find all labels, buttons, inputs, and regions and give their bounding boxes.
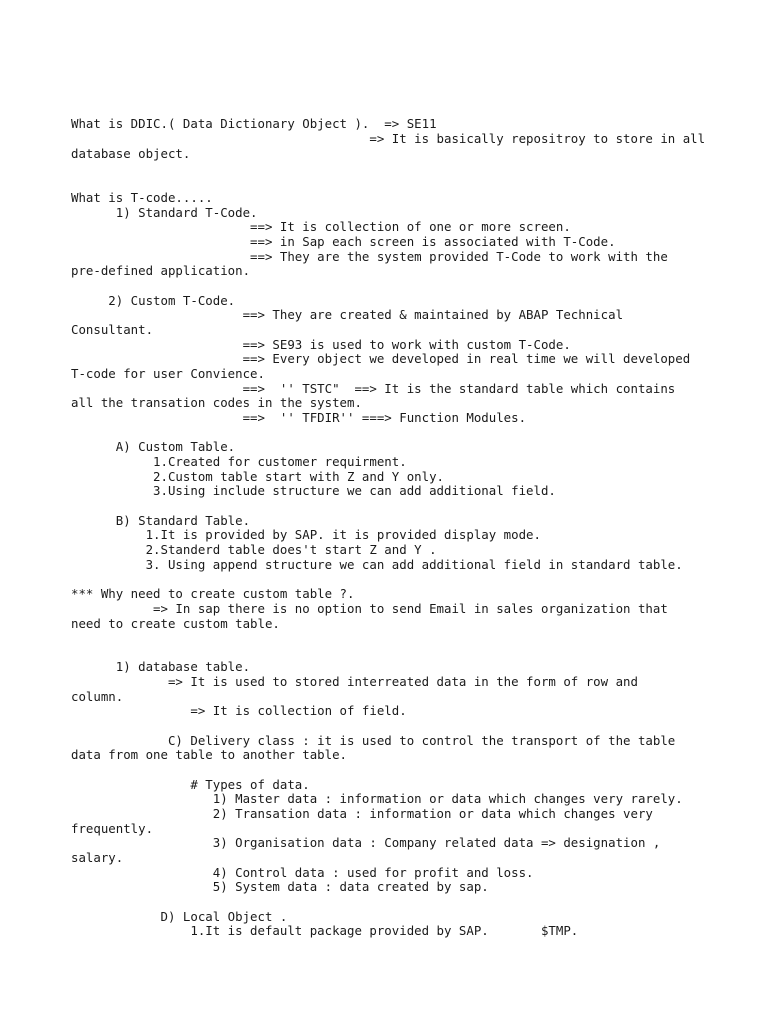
custom-table-heading: A) Custom Table. — [71, 439, 236, 454]
database-table-point-1: => It is used to stored interreated data in the form of row and — [71, 674, 638, 689]
custom-table-point-1: 1.Created for customer requirment. — [71, 454, 407, 469]
types-of-data-item-2: 2) Transation data : information or data which changes very — [71, 806, 653, 821]
custom-tcode-point-4-cont: all the transation codes in the system. — [71, 395, 362, 410]
database-table-point-1-cont: column. — [71, 689, 124, 704]
standard-tcode-point-1: ==> It is collection of one or more screen. — [71, 219, 571, 234]
database-table-point-2: => It is collection of field. — [71, 703, 407, 718]
tcode-question: What is T-code..... — [71, 190, 213, 205]
custom-table-why-answer: => In sap there is no option to send Email in sales organization that — [71, 601, 668, 616]
custom-tcode-point-1: ==> They are created & maintained by ABAP Technical — [71, 307, 624, 322]
custom-tcode-point-1-cont: Consultant. — [71, 322, 154, 337]
custom-tcode-point-3-cont: T-code for user Convience. — [71, 366, 265, 381]
standard-table-point-3: 3. Using append structure we can add additional field in standard table. — [71, 557, 683, 572]
delivery-class-cont: data from one table to another table. — [71, 747, 348, 762]
custom-tcode-heading: 2) Custom T-Code. — [71, 293, 236, 308]
custom-table-point-3: 3.Using include structure we can add additional field. — [71, 483, 556, 498]
custom-tcode-point-4: ==> '' TSTC" ==> It is the standard table which contains — [71, 381, 676, 396]
standard-tcode-point-3-cont: pre-defined application. — [71, 263, 251, 278]
ddic-question: What is DDIC.( Data Dictionary Object ). => SE11 — [71, 116, 437, 131]
database-table-heading: 1) database table. — [71, 659, 251, 674]
custom-table-why-question: *** Why need to create custom table ?. — [71, 586, 355, 601]
custom-tcode-point-5: ==> '' TFDIR'' ===> Function Modules. — [71, 410, 527, 425]
standard-tcode-point-3: ==> They are the system provided T-Code to work with the — [71, 249, 668, 264]
local-object-point-1: 1.It is default package provided by SAP. $TMP. — [71, 923, 579, 938]
types-of-data-heading: # Types of data. — [71, 777, 310, 792]
custom-tcode-point-2: ==> SE93 is used to work with custom T-Code. — [71, 337, 571, 352]
ddic-answer-cont: database object. — [71, 146, 191, 161]
ddic-answer: => It is basically repositroy to store in all — [71, 131, 706, 146]
standard-table-heading: B) Standard Table. — [71, 513, 251, 528]
standard-tcode-point-2: ==> in Sap each screen is associated with T-Code. — [71, 234, 616, 249]
custom-table-why-answer-cont: need to create custom table. — [71, 616, 280, 631]
standard-table-point-1: 1.It is provided by SAP. it is provided display mode. — [71, 527, 541, 542]
types-of-data-item-3: 3) Organisation data : Company related data => designation , — [71, 835, 661, 850]
delivery-class-heading: C) Delivery class : it is used to control the transport of the table — [71, 733, 676, 748]
types-of-data-item-1: 1) Master data : information or data which changes very rarely. — [71, 791, 683, 806]
custom-table-point-2: 2.Custom table start with Z and Y only. — [71, 469, 444, 484]
types-of-data-item-3-cont: salary. — [71, 850, 124, 865]
types-of-data-item-5: 5) System data : data created by sap. — [71, 879, 489, 894]
custom-tcode-point-3: ==> Every object we developed in real time we will developed — [71, 351, 691, 366]
standard-tcode-heading: 1) Standard T-Code. — [71, 205, 258, 220]
types-of-data-item-4: 4) Control data : used for profit and loss. — [71, 865, 534, 880]
local-object-heading: D) Local Object . — [71, 909, 288, 924]
types-of-data-item-2-cont: frequently. — [71, 821, 154, 836]
standard-table-point-2: 2.Standerd table does't start Z and Y . — [71, 542, 437, 557]
